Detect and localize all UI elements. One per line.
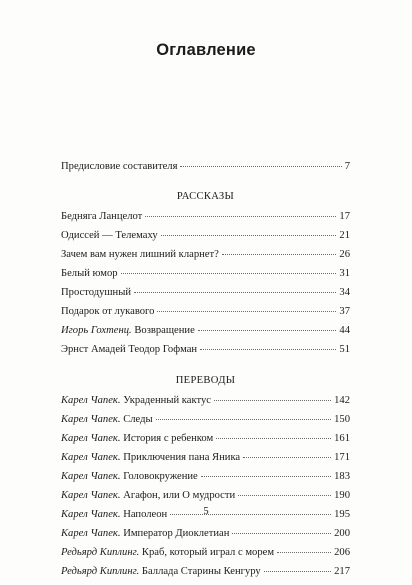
toc-entry-title: Одиссей — Телемаху xyxy=(61,230,158,241)
toc-page-number: 34 xyxy=(339,287,350,298)
toc-row[interactable] xyxy=(61,414,350,433)
toc-page-number: 195 xyxy=(334,509,350,520)
toc-entry-author: Редьярд Киплинг. xyxy=(61,566,140,577)
dot-leader xyxy=(198,330,337,331)
toc-entry-title: Приключения пана Яника xyxy=(123,452,241,463)
dot-leader xyxy=(180,166,341,167)
toc-entry-title: Следы xyxy=(123,414,153,425)
dot-leader xyxy=(277,552,331,553)
toc-entry-author: Карел Чапек. xyxy=(61,471,121,482)
toc-page-number: 31 xyxy=(339,268,350,279)
toc-page-number: 183 xyxy=(334,471,350,482)
toc-row[interactable] xyxy=(61,306,350,325)
toc-row[interactable] xyxy=(61,566,350,585)
toc-row[interactable] xyxy=(61,395,350,414)
toc-page-number: 150 xyxy=(334,414,350,425)
toc-page-number: 142 xyxy=(334,395,350,406)
toc-row[interactable] xyxy=(61,344,350,363)
dot-leader xyxy=(214,400,331,401)
toc-entry-title: Зачем вам нужен лишний кларнет? xyxy=(61,249,219,260)
toc-row[interactable] xyxy=(61,268,350,287)
toc-entry-title: Агафон, или О мудрости xyxy=(123,490,236,501)
toc-entry-title: Император Диоклетиан xyxy=(123,528,230,539)
toc-row[interactable] xyxy=(61,452,350,471)
toc-entry-author: Карел Чапек. xyxy=(61,433,121,444)
toc-page-number: 190 xyxy=(334,490,350,501)
dot-leader xyxy=(201,476,331,477)
toc-row[interactable] xyxy=(61,287,350,306)
dot-leader xyxy=(200,349,336,350)
toc-page-number: 200 xyxy=(334,528,350,539)
dot-leader xyxy=(161,235,337,236)
dot-leader xyxy=(145,216,336,217)
toc-entry-title: Головокружение xyxy=(123,471,198,482)
toc-entry-author: Карел Чапек. xyxy=(61,414,121,425)
toc-entry-title: История с ребенком xyxy=(123,433,214,444)
section-heading-stories: РАССКАЗЫ xyxy=(176,191,235,202)
toc-row[interactable] xyxy=(61,471,350,490)
toc-page-number: 37 xyxy=(339,306,350,317)
toc-entry-author: Игорь Гохтенц. xyxy=(61,325,132,336)
toc-entry-author: Карел Чапек. xyxy=(61,509,121,520)
dot-leader xyxy=(243,457,331,458)
dot-leader xyxy=(121,273,337,274)
toc-entry-title: Бедняга Ланцелот xyxy=(61,211,143,222)
toc-page-number: 44 xyxy=(339,325,350,336)
toc-page-number: 217 xyxy=(334,566,350,577)
toc-row[interactable] xyxy=(61,211,350,230)
dot-leader xyxy=(134,292,336,293)
toc-page-number: 206 xyxy=(334,547,350,558)
toc-page-number: 26 xyxy=(339,249,350,260)
dot-leader xyxy=(156,419,331,420)
toc-row[interactable] xyxy=(61,528,350,547)
table-of-contents xyxy=(61,161,350,585)
toc-entry-author: Карел Чапек. xyxy=(61,490,121,501)
toc-entry-author: Карел Чапек. xyxy=(61,452,121,463)
toc-entry-title: Краб, который играл с морем xyxy=(141,547,275,558)
toc-row[interactable] xyxy=(61,433,350,452)
toc-entry-title: Баллада Старины Кенгуру xyxy=(141,566,261,577)
page-title: Оглавление xyxy=(156,41,256,59)
toc-entry-title: Подарок от лукавого xyxy=(61,306,155,317)
toc-page-number: 17 xyxy=(339,211,350,222)
toc-entry-title: Украденный кактус xyxy=(123,395,211,406)
toc-entry-title: Предисловие составителя xyxy=(61,161,178,172)
page-number: 5 xyxy=(203,506,209,517)
dot-leader xyxy=(238,495,331,496)
section-heading-translations: ПЕРЕВОДЫ xyxy=(175,375,236,386)
toc-row[interactable] xyxy=(61,249,350,268)
toc-entry-title: Эрнст Амадей Теодор Гофман xyxy=(61,344,198,355)
toc-entry-author: Карел Чапек. xyxy=(61,395,121,406)
toc-entry-author: Редьярд Киплинг. xyxy=(61,547,140,558)
toc-page-number: 51 xyxy=(339,344,350,355)
toc-row-preface[interactable] xyxy=(61,161,350,180)
toc-entry-author: Карел Чапек. xyxy=(61,528,121,539)
dot-leader xyxy=(222,254,337,255)
toc-page-number: 21 xyxy=(339,230,350,241)
toc-entry-title: Простодушный xyxy=(61,287,131,298)
dot-leader xyxy=(232,533,331,534)
toc-page-number: 7 xyxy=(344,161,350,172)
toc-page-number: 161 xyxy=(334,433,350,444)
toc-page-number: 171 xyxy=(334,452,350,463)
toc-row[interactable] xyxy=(61,325,350,344)
dot-leader xyxy=(157,311,336,312)
toc-entry-title: Наполеон xyxy=(123,509,168,520)
toc-entry-title: Белый юмор xyxy=(61,268,118,279)
dot-leader xyxy=(216,438,331,439)
dot-leader xyxy=(264,571,331,572)
toc-entry-title: Возвращение xyxy=(134,325,195,336)
toc-row[interactable] xyxy=(61,230,350,249)
